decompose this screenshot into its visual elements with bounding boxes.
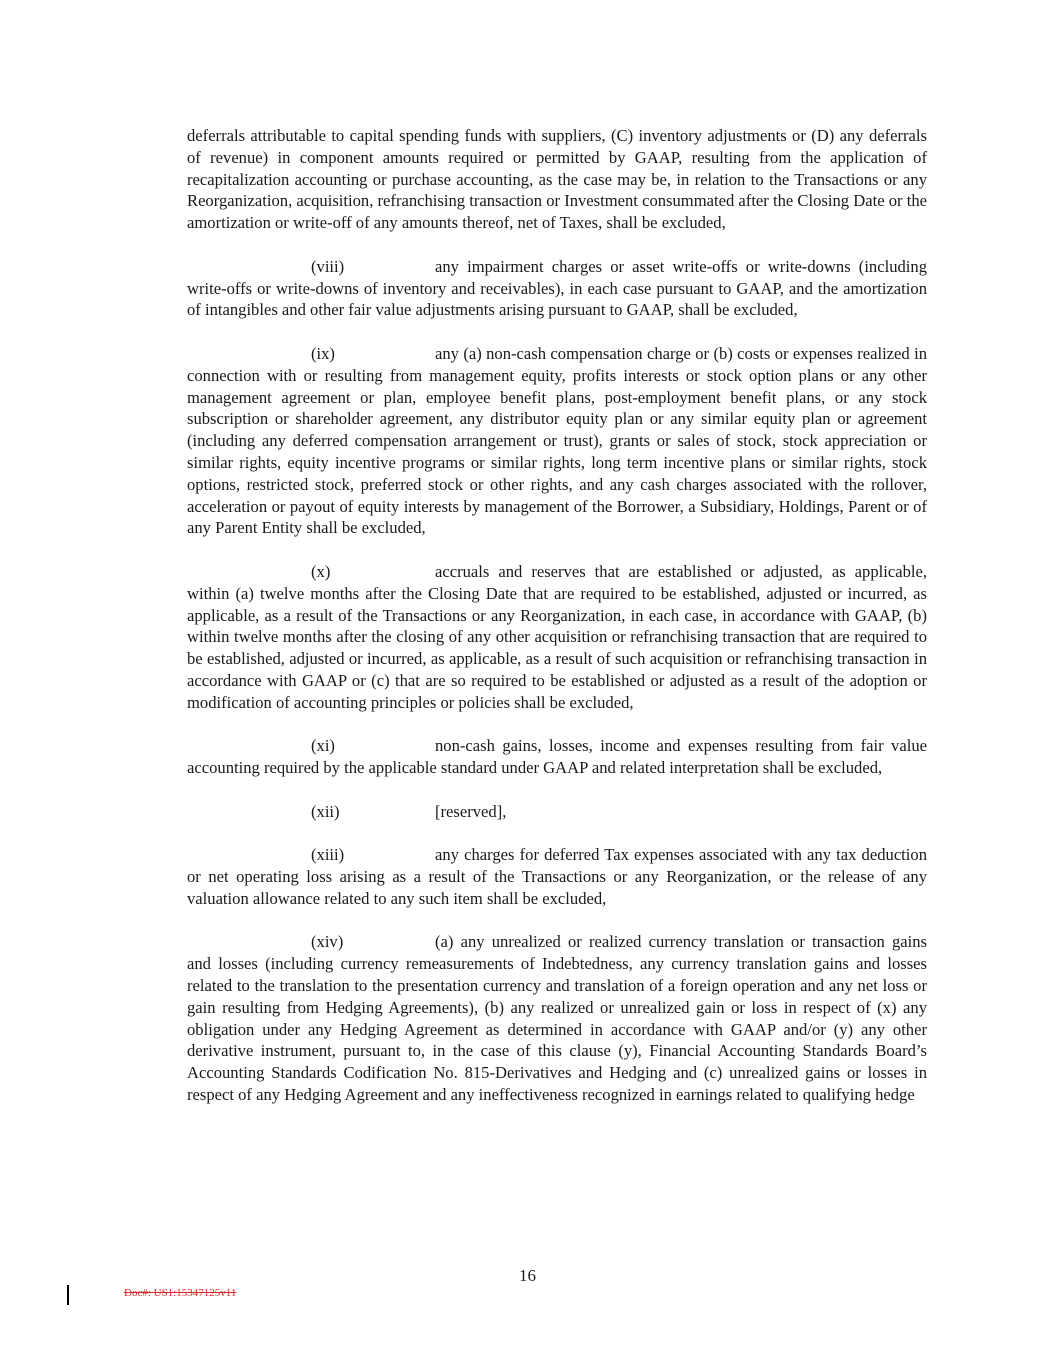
clause-xii (187, 801, 927, 823)
clause-number: (xi) (311, 736, 335, 756)
clause-text: (a) any unrealized or realized currency translation or transaction gains and losses (including currency remeasurements of Indebtedness, any currency translation gains and losses related to the translation to the presentation currency and translation of a foreign operation and any net loss or gain resulting from Hedging Agreements), (b) any realized or unrealized gain or loss in respect of (x) any obligation under any Hedging Agreement as determined in accordance with GAAP and/or (y) any other derivative instrument, pursuant to, in the case of this clause (y), Financial Accounting Standards Board’s Accounting Standards Codification No. 815-Derivatives and Hedging and (c) unrealized gains or losses in respect of any Hedging Agreement and any ineffectiveness recognized in earnings related to qualifying hedge (187, 932, 927, 1105)
clause-text: [reserved], (435, 801, 507, 821)
document-id: Doc#: US1:15347125v11 (124, 1287, 237, 1299)
clause-number: (xiii) (311, 845, 345, 865)
clause-x (187, 561, 927, 714)
document-body (187, 125, 927, 1128)
clause-xiv (187, 931, 927, 1105)
clause-viii (187, 256, 927, 321)
clause-text: non-cash gains, losses, income and expenses resulting from fair value accounting required by the applicable standard under GAAP and related interpretation shall be excluded, (187, 736, 927, 778)
clause-ix (187, 343, 927, 539)
clause-number: (xii) (311, 801, 340, 821)
clause-number: (xiv) (311, 932, 344, 952)
clause-xi (187, 735, 927, 779)
intro-paragraph: deferrals attributable to capital spending funds with suppliers, (C) inventory adjustments or (D) any deferrals of revenue) in component amounts required or permitted by GAAP, resulting from the application of recapitalization accounting or purchase accounting, as the case may be, in relation to the Transactions or any Reorganization, acquisition, refranchising transaction or Investment consummated after the Closing Date or the amortization or write-off of any amounts thereof, net of Taxes, shall be excluded, (187, 126, 927, 233)
clause-number: (x) (311, 561, 331, 581)
clause-text: accruals and reserves that are established or adjusted, as applicable, within (a) twelve months after the Closing Date that are required to be established, adjusted or incurred, as applicable, as a result of the Transactions or any Reorganization, in each case, in accordance with GAAP, (b) within twelve months after the closing of any other acquisition or refranchising transaction that are required to be established, adjusted or incurred, as applicable, as a result of such acquisition or refranchising transaction in accordance with GAAP or (c) that are so required to be established or adjusted as a result of the adoption or modification of accounting principles or policies shall be excluded, (187, 561, 927, 712)
page-number: 16 (519, 1266, 536, 1285)
clause-text: any (a) non-cash compensation charge or (b) costs or expenses realized in connection with or resulting from management equity, profits interests or stock option plans or any other management agreement or plan, employee benefit plans, post-employment benefit plans, or any stock subscription or shareholder agreement, any distributor equity plan or any similar equity plan or agreement (including any deferred compensation arrangement or trust), grants or sales of stock, stock appreciation or similar rights, equity incentive programs or similar rights, long term incentive plans or similar rights, stock options, restricted stock, preferred stock or other rights, and any cash charges associated with the rollover, acceleration or payout of equity interests by management of the Borrower, a Subsidiary, Holdings, Parent or of any Parent Entity shall be excluded, (187, 343, 927, 538)
clause-text: any impairment charges or asset write-offs or write-downs (including write-offs or write-downs of inventory and receivables), in each case pursuant to GAAP, and the amortization of intangibles and other fair value adjustments arising pursuant to GAAP, shall be excluded, (187, 256, 927, 320)
clause-number: (viii) (311, 256, 345, 276)
clause-text: any charges for deferred Tax expenses associated with any tax deduction or net operating loss arising as a result of the Transactions or any Reorganization, or the release of any valuation allowance related to any such item shall be excluded, (187, 845, 927, 908)
clause-xiii (187, 844, 927, 909)
revision-bar (67, 1285, 69, 1305)
clause-number: (ix) (311, 343, 335, 363)
